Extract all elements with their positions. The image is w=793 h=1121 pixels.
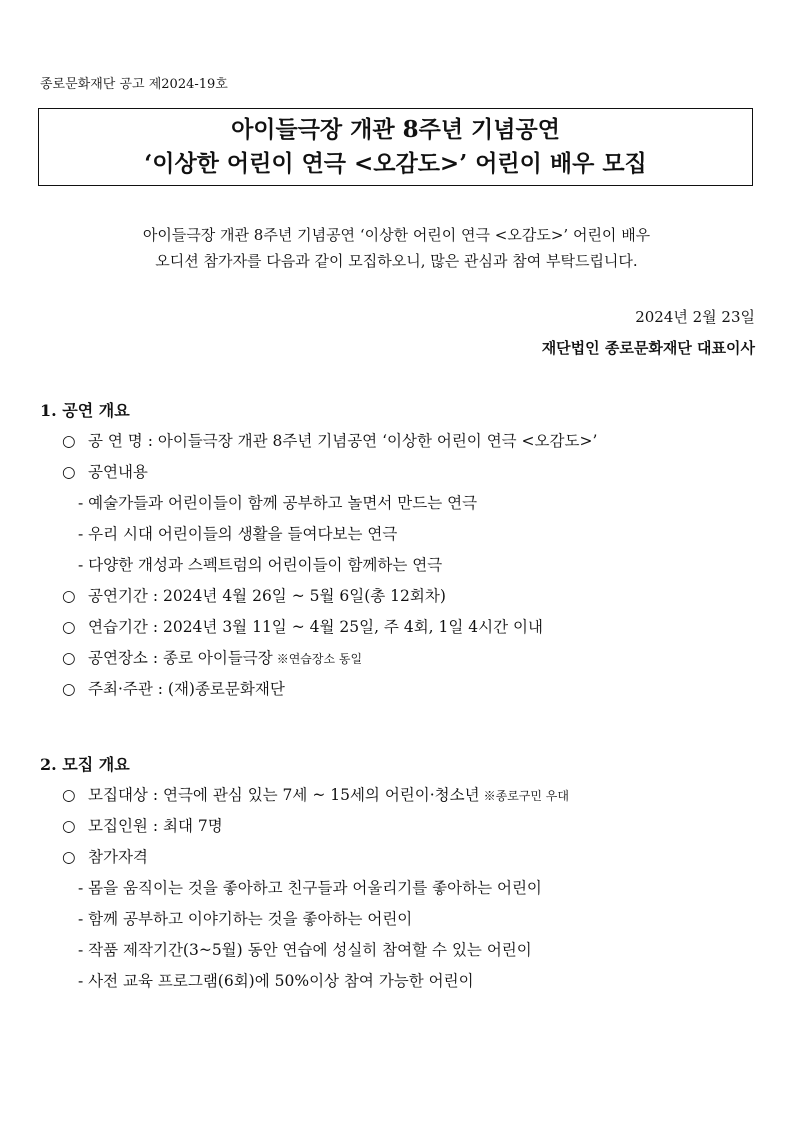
circle-bullet-icon: ○ <box>62 786 76 804</box>
announcement-date: 2024년 2월 23일 <box>635 308 755 326</box>
circle-bullet-icon: ○ <box>62 463 76 481</box>
list-item <box>40 643 597 674</box>
intro-line-2: 오디션 참가자를 다음과 같이 모집하오니, 많은 관심과 참여 부탁드립니다. <box>155 252 638 270</box>
performance-period: 공연기간 : 2024년 4월 26일 ~ 5월 6일(총 12회차) <box>88 587 446 605</box>
section-title: 1. 공연 개요 <box>40 401 130 420</box>
section-recruitment-overview <box>40 750 569 997</box>
list-item <box>40 612 597 643</box>
content-label: 공연내용 <box>88 463 148 481</box>
list-item <box>40 674 597 705</box>
performance-name: 공 연 명 : 아이들극장 개관 8주년 기념공연 ‘이상한 어린이 연극 <오감도>’ <box>88 432 598 450</box>
intro-paragraph <box>0 222 793 274</box>
circle-bullet-icon: ○ <box>62 618 76 636</box>
list-item <box>40 811 569 842</box>
section-performance-overview <box>40 396 597 705</box>
sub-item: - 다양한 개성과 스펙트럼의 어린이들이 함께하는 연극 <box>78 556 443 574</box>
venue: 공연장소 : 종로 아이들극장 <box>88 649 273 667</box>
circle-bullet-icon: ○ <box>62 680 76 698</box>
section-title: 2. 모집 개요 <box>40 755 130 774</box>
list-item <box>40 581 597 612</box>
list-item <box>40 780 569 811</box>
recruitment-target: 모집대상 : 연극에 관심 있는 7세 ~ 15세의 어린이·청소년 <box>88 786 480 804</box>
sub-item: - 함께 공부하고 이야기하는 것을 좋아하는 어린이 <box>78 910 413 928</box>
circle-bullet-icon: ○ <box>62 848 76 866</box>
target-note: ※종로구민 우대 <box>483 789 569 803</box>
title-line-2: ‘이상한 어린이 연극 <오감도>’ 어린이 배우 모집 <box>144 150 647 177</box>
rehearsal-period: 연습기간 : 2024년 3월 11일 ~ 4월 25일, 주 4회, 1일 4시간 이내 <box>88 618 543 636</box>
sub-item: - 사전 교육 프로그램(6회)에 50%이상 참여 가능한 어린이 <box>78 972 474 990</box>
sub-item: - 우리 시대 어린이들의 생활을 들여다보는 연극 <box>78 525 398 543</box>
sub-item: - 몸을 움직이는 것을 좋아하고 친구들과 어울리기를 좋아하는 어린이 <box>78 879 542 897</box>
list-item <box>40 457 597 488</box>
sub-item: - 예술가들과 어린이들이 함께 공부하고 놀면서 만드는 연극 <box>78 494 478 512</box>
circle-bullet-icon: ○ <box>62 649 76 667</box>
recruitment-count: 모집인원 : 최대 7명 <box>88 817 223 835</box>
title-box <box>38 108 753 186</box>
title-line-1: 아이들극장 개관 8주년 기념공연 <box>231 116 560 143</box>
circle-bullet-icon: ○ <box>62 817 76 835</box>
venue-note: ※연습장소 동일 <box>276 652 363 666</box>
notice-number: 종로문화재단 공고 제2024-19호 <box>40 77 228 92</box>
list-item <box>40 842 569 873</box>
circle-bullet-icon: ○ <box>62 587 76 605</box>
list-item <box>40 426 597 457</box>
circle-bullet-icon: ○ <box>62 432 76 450</box>
sub-item: - 작품 제작기간(3~5월) 동안 연습에 성실히 참여할 수 있는 어린이 <box>78 941 532 959</box>
intro-line-1: 아이들극장 개관 8주년 기념공연 ‘이상한 어린이 연극 <오감도>’ 어린이 배우 <box>142 226 651 244</box>
organization-signature: 재단법인 종로문화재단 대표이사 <box>541 339 755 357</box>
host: 주최·주관 : (재)종로문화재단 <box>88 680 285 698</box>
qualification-label: 참가자격 <box>88 848 148 866</box>
